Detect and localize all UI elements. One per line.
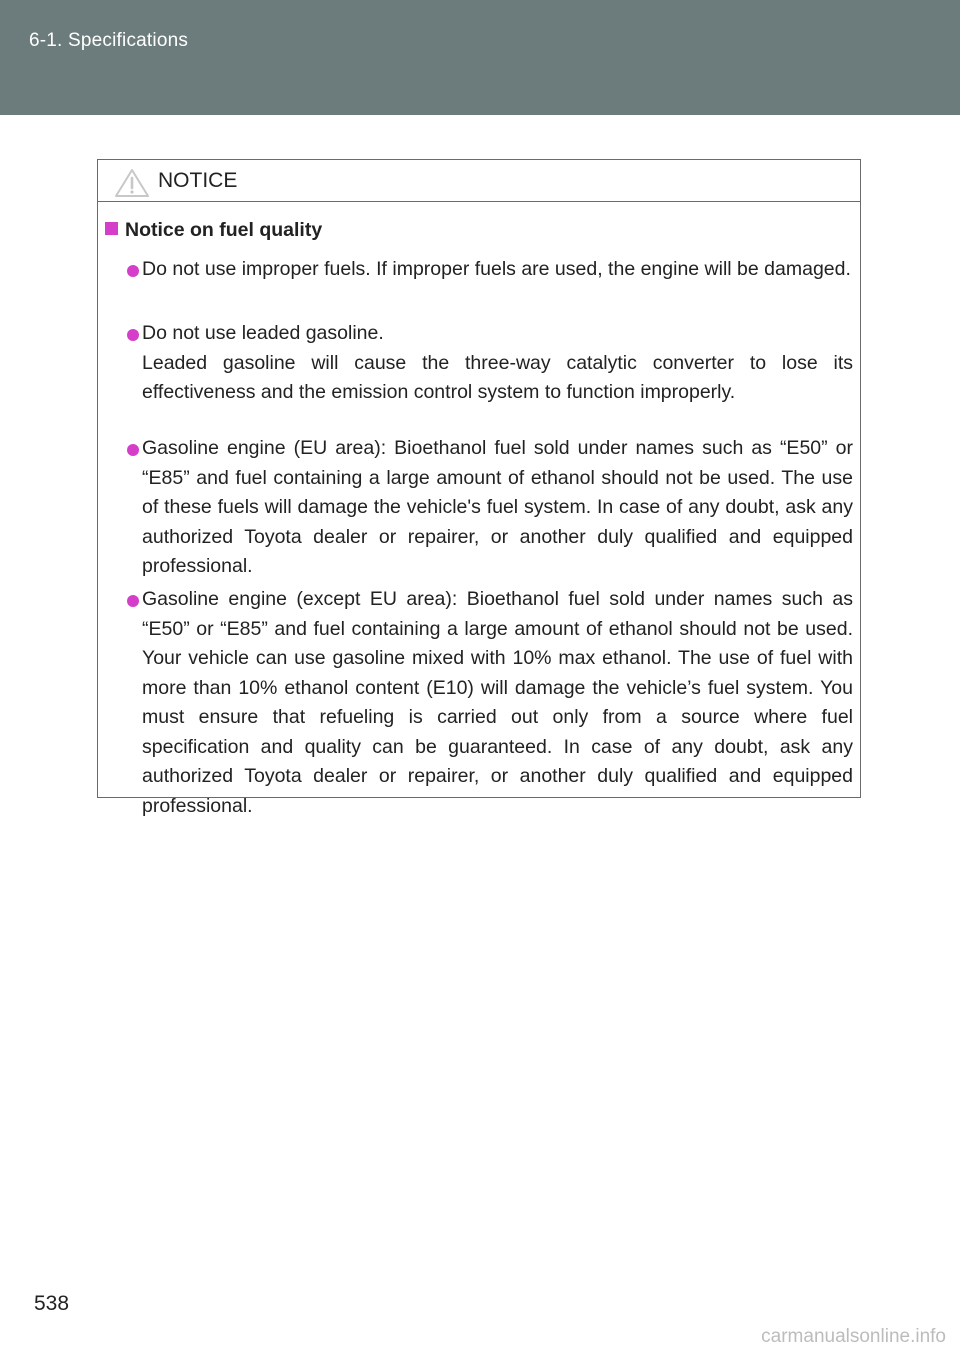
bullet-dot-icon [127,444,139,456]
bullet-item [142,319,853,408]
notice-box [97,159,861,817]
bullet-text: Gasoline engine (EU area): Bioethanol fuel sold under names such as “E50” or “E85” and fuel containing a large amount of ethanol should not be used. The use of these fuels will damage the vehicle's fuel system. In case of any doubt, ask any authorized Toyota dealer or repairer, or another duly qualified and equipped professional. [142,437,853,577]
bullet-text: Gasoline engine (except EU area): Bioethanol fuel sold under names such as “E50” or “E85” and fuel containing a large amount of ethanol should not be used. Your vehicle can use gasoline mixed with 10% max ethanol. The use of fuel with more than 10% ethanol content (E10) will damage the vehicle’s fuel system. You must ensure that refueling is carried out only from a source where fuel specification and quality can be guaranteed. In case of any doubt, ask any authorized Toyota dealer or repairer, or another duly qualified and equipped professional. [142,588,853,817]
bullet-text: Do not use leaded gasoline. [142,322,384,344]
watermark: carmanualsonline.info [761,1326,946,1347]
square-bullet-icon [105,222,118,235]
header-band [0,0,960,115]
bullet-item [142,585,853,821]
subheading-text: Notice on fuel quality [125,219,323,241]
notice-title-row [98,160,860,202]
bullet-dot-icon [127,329,139,341]
bullet-detail: Leaded gasoline will cause the three-way catalytic converter to lose its effectiveness and the emission control system to function improperly. [142,351,853,403]
bullet-item [142,255,853,285]
bullet-dot-icon [127,595,139,607]
bullet-text: Do not use improper fuels. If improper fuels are used, the engine will be damaged. [142,258,851,280]
bullet-dot-icon [127,265,139,277]
notice-title: NOTICE [158,169,238,192]
bullet-item [142,434,853,582]
warning-triangle-icon [114,168,150,198]
section-label: 6-1. Specifications [29,30,189,51]
page-number: 538 [34,1292,70,1315]
subheading [105,219,322,242]
